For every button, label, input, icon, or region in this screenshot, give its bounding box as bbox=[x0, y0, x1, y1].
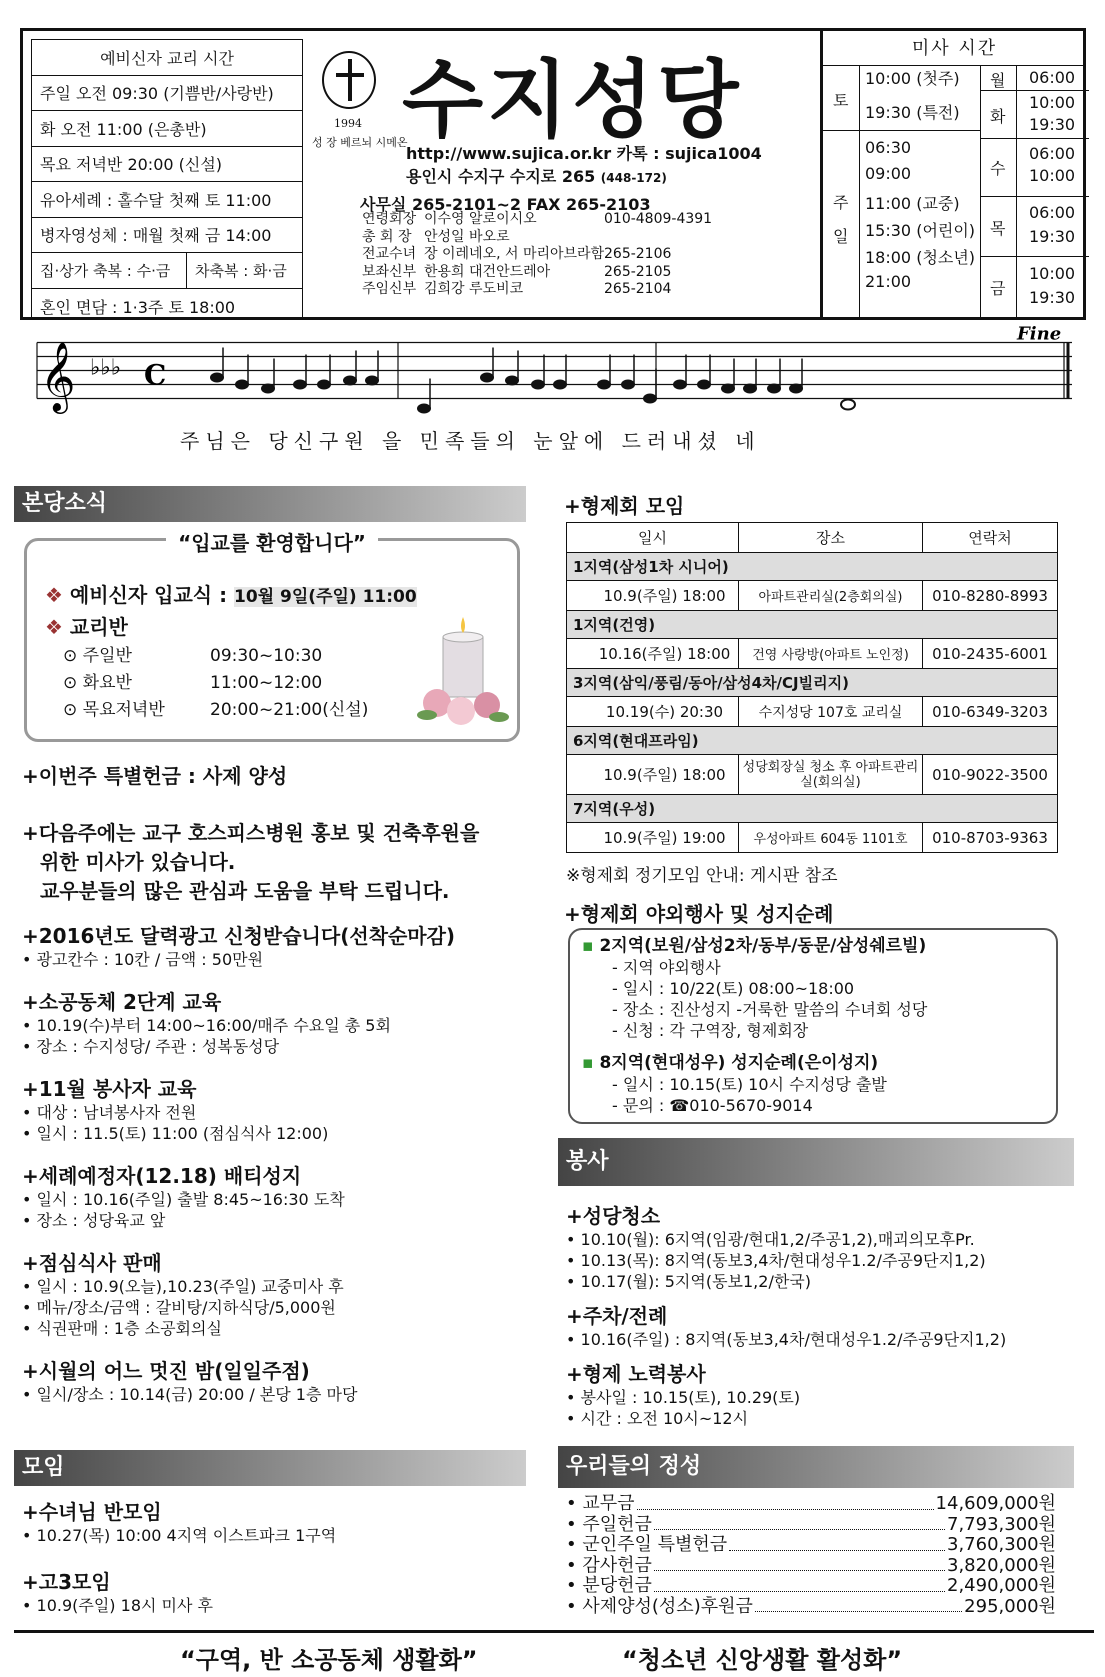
weekday-label: 목 bbox=[990, 219, 1006, 238]
class-label: ❖ 교리반 bbox=[45, 615, 128, 639]
table-row: 10.9(주일) 18:00 아파트관리실(2층회의실) 010-8280-8993 bbox=[567, 581, 1058, 611]
flat-icon: ♭♭♭ bbox=[90, 355, 122, 381]
note-head bbox=[317, 380, 331, 390]
weekday-label: 금 bbox=[990, 279, 1006, 298]
meeting-title: +고3모임 bbox=[22, 1570, 111, 1594]
zone-row: 1지역(건영) bbox=[567, 611, 1058, 639]
zone-row: 6지역(현대프라임) bbox=[567, 727, 1058, 755]
logo-year: 1994 bbox=[334, 117, 362, 130]
staff-row: 주임신부 김희강 루도비코 265-2104 bbox=[362, 281, 672, 297]
weekday-time: 06:00 bbox=[1029, 144, 1076, 163]
footer-divider bbox=[14, 1630, 1094, 1633]
note-head bbox=[743, 384, 757, 394]
welcome-box bbox=[24, 531, 520, 742]
candle-image bbox=[417, 607, 509, 727]
church-address bbox=[406, 164, 667, 187]
fine-mark: Fine bbox=[1017, 325, 1062, 345]
weekday-label: 수 bbox=[990, 159, 1006, 178]
sun-time: 06:30 bbox=[865, 138, 912, 157]
note-head bbox=[293, 380, 307, 390]
note-head bbox=[621, 380, 635, 390]
weekday-time: 10:00 bbox=[1029, 264, 1076, 283]
news-item-line: • 메뉴/장소/금액 : 갈비탕/지하식당/5,000원 bbox=[22, 1298, 336, 1317]
service-title: +형제 노력봉사 bbox=[566, 1362, 706, 1386]
meeting-line: • 10.9(주일) 18시 미사 후 bbox=[22, 1596, 213, 1615]
service-title: +주차/전례 bbox=[566, 1304, 668, 1328]
note-head bbox=[343, 376, 357, 386]
note-head bbox=[673, 380, 687, 390]
outing-box bbox=[568, 928, 1058, 1124]
mass-title: 미사 시간 bbox=[823, 31, 1086, 66]
news-item-line: 교우분들의 많은 관심과 도움을 부탁 드립니다. bbox=[40, 879, 450, 903]
bulletin-header bbox=[20, 28, 1086, 320]
brothers-title: +형제회 모임 bbox=[564, 494, 685, 518]
news-item-line: • 광고칸수 : 10칸 / 금액 : 50만원 bbox=[22, 950, 264, 969]
news-item-line: • 대상 : 남녀봉사자 전원 bbox=[22, 1103, 197, 1122]
marriage-row: 혼인 면담 : 1·3주 토 18:00 bbox=[40, 297, 236, 317]
weekday-time: 19:30 bbox=[1029, 227, 1076, 246]
zone-row: 7지역(우성) bbox=[567, 795, 1058, 823]
sun-label: 주일 bbox=[833, 193, 849, 246]
weekday-time: 10:00 bbox=[1029, 166, 1076, 185]
sat-time: 10:00 (첫주) bbox=[865, 69, 960, 88]
note-head bbox=[789, 384, 803, 394]
news-item-line: • 장소 : 성당육교 앞 bbox=[22, 1211, 166, 1230]
catechumen-schedule bbox=[31, 39, 303, 319]
zone-row: 1지역(삼성1차 시니어) bbox=[567, 553, 1058, 581]
note-head bbox=[767, 384, 781, 394]
service-header: 봉사 bbox=[558, 1138, 1074, 1186]
table-row: 10.9(주일) 19:00 우성아파트 604동 1101호 010-8703-9363 bbox=[567, 823, 1058, 853]
offering-row: • 주일헌금 7,793,300원 bbox=[566, 1513, 1056, 1535]
mass-grid bbox=[823, 66, 1086, 319]
news-item-title: +점심식사 판매 bbox=[22, 1251, 162, 1275]
staff-row: 전교수녀 장 이레네오, 서 마리아브라함 265-2106 bbox=[362, 246, 672, 262]
meeting-line: • 10.27(목) 10:00 4지역 이스트파크 1구역 bbox=[22, 1526, 337, 1545]
offerings-list bbox=[566, 1494, 1056, 1617]
hymn-lyrics: 주님은 당신구원 을 민족들의 눈앞에 드러내셨 네 bbox=[180, 429, 761, 453]
grid-icon: ▪ bbox=[582, 1053, 594, 1073]
note-head bbox=[643, 394, 657, 404]
news-item-line: • 일시 : 10.9(오늘),10.23(주일) 교중미사 후 bbox=[22, 1277, 344, 1296]
offerings-header: 우리들의 정성 bbox=[558, 1446, 1074, 1488]
news-item-title: +다음주에는 교구 호스피스병원 홍보 및 건축후원을 bbox=[22, 821, 480, 845]
diamond-icon: ❖ bbox=[45, 583, 63, 607]
mass-schedule bbox=[820, 31, 1086, 317]
offering-row: • 분당헌금 2,490,000원 bbox=[566, 1575, 1056, 1596]
welcome-title: “입교를 환영합니다” bbox=[166, 531, 378, 555]
brothers-table bbox=[566, 522, 1058, 853]
news-item-line: 위한 미사가 있습니다. bbox=[40, 850, 236, 874]
table-row: 10.16(주일) 18:00 건영 사랑방(아파트 노인정) 010-2435-6001 bbox=[567, 639, 1058, 669]
schedule-row: 유아세례 : 홀수달 첫째 토 11:00 bbox=[32, 182, 302, 218]
schedule-row: 주일 오전 09:30 (기쁨반/사랑반) bbox=[32, 76, 302, 112]
staff-row: 연령회장 이수영 알로이시오 010-4809-4391 bbox=[362, 211, 713, 227]
weekday-time: 10:00 bbox=[1029, 93, 1076, 112]
news-item-title: +소공동체 2단계 교육 bbox=[22, 990, 222, 1014]
note-head bbox=[697, 380, 711, 390]
common-time-icon: C bbox=[144, 358, 167, 392]
brothers-note: ※형제회 정기모임 안내: 게시판 참조 bbox=[566, 866, 838, 886]
news-item-title: +시월의 어느 멋진 밤(일일주점) bbox=[22, 1359, 310, 1383]
meetings-header: 모임 bbox=[14, 1450, 526, 1486]
meetings-list bbox=[22, 1496, 522, 1616]
news-item-line: • 일시 : 11.5(토) 11:00 (점심식사 12:00) bbox=[22, 1124, 329, 1143]
outing-title: +형제회 야외행사 및 성지순례 bbox=[564, 902, 834, 926]
music-staff bbox=[32, 325, 1075, 435]
table-header-row bbox=[567, 523, 1058, 553]
sun-time: 11:00 (교중) bbox=[865, 194, 960, 213]
note-head bbox=[210, 373, 224, 383]
col-header: 장소 bbox=[739, 523, 923, 553]
schedule-row: 화 오전 11:00 (은총반) bbox=[32, 111, 302, 147]
offering-row: • 교무금 14,609,000원 bbox=[566, 1493, 1056, 1514]
news-item-line: • 일시 : 10.16(주일) 출발 8:45~16:30 도착 bbox=[22, 1190, 345, 1209]
notes bbox=[210, 348, 855, 414]
sat-time: 19:30 (특전) bbox=[865, 103, 960, 122]
offering-row: • 사제양성(성소)후원금 295,000원 bbox=[566, 1595, 1056, 1617]
church-info bbox=[306, 31, 818, 317]
news-header: 본당소식 bbox=[14, 486, 526, 522]
weekday-time: 19:30 bbox=[1029, 288, 1076, 307]
offering-row: • 군인주일 특별헌금 3,760,300원 bbox=[566, 1534, 1056, 1555]
schedule-row: 목요 저녁반 20:00 (신설) bbox=[32, 147, 302, 183]
note-head bbox=[261, 384, 275, 394]
grid-icon: ▪ bbox=[582, 936, 594, 956]
table-row: 10.19(수) 20:30 수지성당 107호 교리실 010-6349-3203 bbox=[567, 697, 1058, 727]
note-head bbox=[235, 380, 249, 390]
footer-motto-left: “구역, 반 소공동체 생활화” bbox=[180, 1646, 478, 1674]
footer-motto-right: “청소년 신앙생활 활성화” bbox=[622, 1646, 903, 1674]
weekday-label: 월 bbox=[990, 71, 1006, 90]
church-name: 수지성당 bbox=[402, 51, 743, 149]
note-head bbox=[721, 384, 735, 394]
note-head bbox=[597, 380, 611, 390]
service-list: +성당청소 • 10.10(월): 6지역(임광/현대1,2/주공1,2),매괴의모후Pr. • 10.13(목): 8지역(동보3,4차/현대성우1.2/주공9단지1,2) • 10.17(월): 5지역(동보1,2/한국) +주차/전례 • 10.16(주일) : 8지역(동보3,4차/현대성우1.2/주공9단지1,2) +형제 노력봉사 • 봉사일 : 10.15(토), 10.29(토) • 시간 : 오전 10시~12시 bbox=[566, 1200, 1076, 1429]
event: ▪ 2지역(보원/삼성2차/동부/동문/삼성쉐르빌) - 지역 야외행사 - 일시 : 10/22(토) 08:00~18:00 - 장소 : 진산성지 -거룩한 말씀의 수녀회 성당 - 신청 : 각 구역장, 형제회장 ▪ 8지역(현대성우) 성지순례(은이성지) - 일시 : 10.15(토) 10시 수지성당 출발 - 문의 : ☎010-5670-9014 bbox=[582, 936, 928, 1115]
weekday-time: 06:00 bbox=[1029, 68, 1076, 87]
note-head bbox=[365, 376, 379, 386]
office-phone: 사무실 265-2101~2 FAX 265-2103 bbox=[360, 195, 651, 214]
ceremony-line: ❖ 예비신자 입교식 : 10월 9일(주일) 11:00 bbox=[45, 583, 417, 607]
note-head bbox=[480, 373, 494, 383]
news-item-line: • 10.19(수)부터 14:00~16:00/매주 수요일 총 5회 bbox=[22, 1016, 391, 1035]
diamond-icon: ❖ bbox=[45, 615, 63, 639]
weekday-time: 06:00 bbox=[1029, 203, 1076, 222]
news-item-title: +2016년도 달력광고 신청받습니다(선착순마감) bbox=[22, 924, 456, 948]
catechumen-title: 예비신자 교리 시간 bbox=[32, 40, 302, 76]
church-logo bbox=[322, 51, 376, 109]
church-url[interactable]: http://www.sujica.or.kr 카톡 : sujica1004 bbox=[406, 144, 762, 163]
logo-text: 성 장 베르뇌 시메온 bbox=[312, 136, 408, 149]
news-item-line: • 식권판매 : 1층 소공회의실 bbox=[22, 1319, 222, 1338]
staff-row: 총 회 장 안성일 바오로 bbox=[362, 228, 510, 245]
service-title: +성당청소 bbox=[566, 1204, 661, 1228]
note-head bbox=[841, 400, 855, 410]
car-blessing: 차축복 : 화·금 bbox=[195, 261, 287, 280]
table-row: 10.9(주일) 18:00 성당회장실 청소 후 아파트관리실(회의실) 010-9022-3500 bbox=[567, 755, 1058, 795]
blessing-row bbox=[32, 253, 302, 289]
sun-time: 18:00 (청소년) bbox=[865, 248, 976, 267]
sun-time: 21:00 bbox=[865, 272, 912, 291]
schedule-row: 병자영성체 : 매월 첫째 금 14:00 bbox=[32, 218, 302, 254]
zone-row: 3지역(삼익/풍림/동아/삼성4차/CJ빌리지) bbox=[567, 669, 1058, 697]
meeting-title: +수녀님 반모임 bbox=[22, 1500, 162, 1524]
sat-label: 토 bbox=[833, 91, 849, 110]
note-head bbox=[553, 380, 567, 390]
sun-time: 15:30 (어린이) bbox=[865, 221, 976, 240]
note-head bbox=[505, 376, 519, 386]
news-item-title: +세례예정자(12.18) 배티성지 bbox=[22, 1164, 302, 1188]
news-item-title: +이번주 특별헌금 : 사제 양성 bbox=[22, 764, 288, 788]
weekday-label: 화 bbox=[990, 107, 1006, 126]
class-list: ⊙ 주일반 09:30~10:30 ⊙ 화요반 11:00~12:00 ⊙ 목요저녁반 20:00~21:00(신설) bbox=[63, 646, 369, 720]
news-list bbox=[22, 760, 522, 1405]
postcode: (448-172) bbox=[600, 171, 667, 185]
col-header: 일시 bbox=[567, 523, 739, 553]
col-header: 연락처 bbox=[923, 523, 1058, 553]
staff-row: 보좌신부 한용희 대건안드레아 265-2105 bbox=[362, 263, 672, 280]
sun-time: 09:00 bbox=[865, 164, 912, 183]
staff-list bbox=[362, 211, 712, 299]
treble-clef-icon: 𝄞 bbox=[40, 341, 76, 412]
address-text: 용인시 수지구 수지로 265 bbox=[406, 167, 596, 186]
weekday-time: 19:30 bbox=[1029, 115, 1076, 134]
news-item-line: • 장소 : 수지성당/ 주관 : 성복동성당 bbox=[22, 1037, 280, 1056]
house-blessing: 집·상가 축복 : 수·금 bbox=[32, 253, 187, 288]
news-item-line: • 일시/장소 : 10.14(금) 20:00 / 본당 1층 마당 bbox=[22, 1385, 358, 1404]
news-item-title: +11월 봉사자 교육 bbox=[22, 1077, 197, 1101]
note-head bbox=[417, 404, 431, 414]
note-head bbox=[531, 380, 545, 390]
offering-row: • 감사헌금 3,820,000원 bbox=[566, 1554, 1056, 1576]
